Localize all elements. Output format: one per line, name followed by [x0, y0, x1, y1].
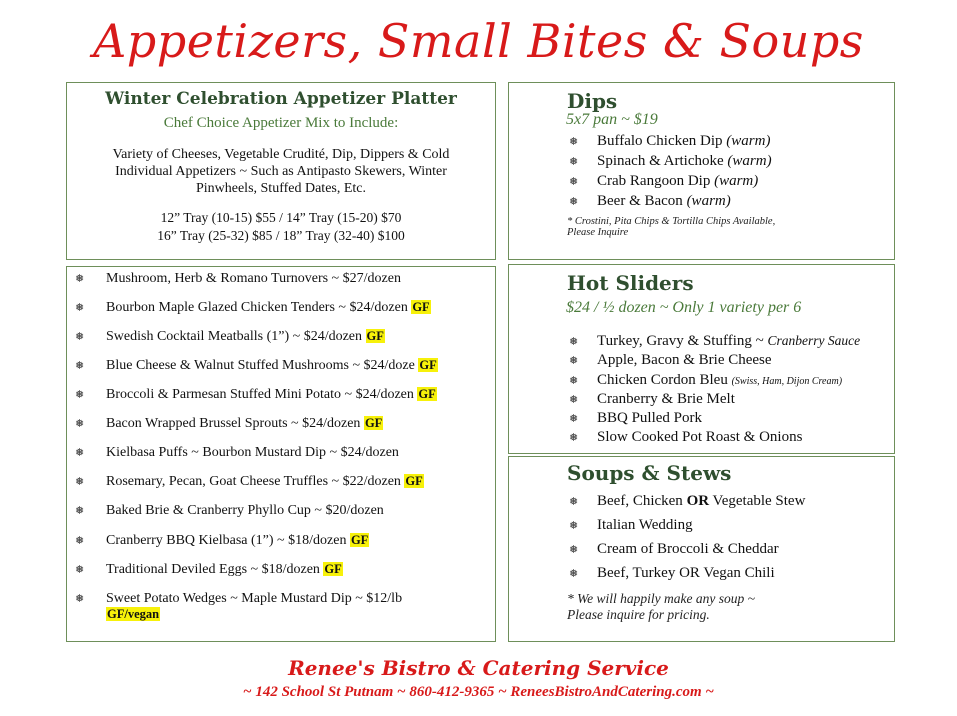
appetizer-text [106, 329, 385, 345]
soup-emphasis: OR [686, 493, 710, 509]
appetizer-text [106, 387, 437, 403]
bullet-icon: ❅ [569, 336, 579, 348]
page-title: Appetizers, Small Bites & Soups [93, 14, 864, 68]
appetizer-text [106, 416, 383, 432]
appetizer-name: Rosemary, Pecan, Goat Cheese Truffles ~ $22/dozen [106, 474, 401, 489]
soups-note-line: * We will happily make any soup ~ [567, 591, 755, 606]
dietary-badge: GF [405, 474, 423, 488]
slider-text [597, 391, 735, 408]
appetizer-name: Bourbon Maple Glazed Chicken Tenders ~ $24/dozen [106, 300, 408, 315]
soups-heading: Soups & Stews [567, 461, 732, 485]
dip-name: Beer & Bacon [597, 193, 687, 209]
bullet-icon: ❅ [75, 593, 85, 605]
soups-box [508, 456, 895, 642]
slider-text [597, 333, 860, 350]
bullet-icon: ❅ [75, 564, 85, 576]
slider-text [597, 372, 842, 389]
bullet-icon: ❅ [569, 413, 579, 425]
soup-text [597, 493, 805, 510]
soup-name: Beef, Turkey OR Vegan Chili [597, 565, 775, 581]
appetizer-text [106, 474, 424, 490]
sliders-subheading: $24 / ½ dozen ~ Only 1 variety per 6 [566, 299, 802, 316]
bullet-icon: ❅ [75, 389, 85, 401]
appetizer-name: Mushroom, Herb & Romano Turnovers ~ $27/dozen [106, 271, 401, 286]
slider-text [597, 429, 802, 446]
sliders-box [508, 264, 895, 454]
bullet-icon: ❅ [75, 447, 85, 459]
bullet-icon: ❅ [75, 535, 85, 547]
platter-subheading: Chef Choice Appetizer Mix to Include: [163, 115, 399, 131]
appetizer-text [106, 591, 402, 623]
dips-footnote-line: * Crostini, Pita Chips & Tortilla Chips Available, [567, 216, 776, 227]
bullet-icon: ❅ [75, 273, 85, 285]
appetizer-list-box [66, 266, 496, 642]
dip-name: Buffalo Chicken Dip [597, 133, 727, 149]
soups-note-line: Please inquire for pricing. [567, 607, 710, 622]
soup-text [597, 517, 693, 534]
appetizer-name: Cranberry BBQ Kielbasa (1”) ~ $18/dozen [106, 533, 347, 548]
slider-name: Turkey, Gravy & Stuffing ~ [597, 333, 768, 349]
appetizer-name: Broccoli & Parmesan Stuffed Mini Potato ~ $24/dozen [106, 387, 414, 402]
dip-name: Crab Rangoon Dip [597, 173, 715, 189]
appetizer-text [106, 271, 401, 287]
bullet-icon: ❅ [569, 432, 579, 444]
platter-price-line: 16” Tray (25-32) $85 / 18” Tray (32-40) $100 [157, 228, 405, 243]
appetizer-text [106, 503, 384, 519]
slider-name: Slow Cooked Pot Roast & Onions [597, 429, 803, 445]
dietary-badge: GF [350, 533, 369, 547]
appetizer-text [106, 300, 431, 316]
soup-name: Beef, Chicken [597, 493, 687, 509]
slider-text [597, 352, 772, 369]
slider-note: (Swiss, Ham, Dijon Cream) [731, 376, 843, 387]
bullet-icon: ❅ [569, 355, 579, 367]
slider-name: BBQ Pulled Pork [597, 410, 703, 426]
bullet-icon: ❅ [569, 520, 579, 532]
soup-name: Italian Wedding [597, 517, 693, 533]
dip-note: (warm) [686, 193, 731, 209]
bullet-icon: ❅ [75, 331, 85, 343]
bullet-icon: ❅ [75, 360, 85, 372]
appetizer-text [106, 562, 343, 578]
appetizer-name: Kielbasa Puffs ~ Bourbon Mustard Dip ~ $24/dozen [106, 445, 399, 460]
slider-note: Cranberry Sauce [767, 333, 861, 348]
dietary-badge: GF [418, 387, 436, 401]
dip-text [597, 193, 731, 210]
bullet-icon: ❅ [75, 476, 85, 488]
bullet-icon: ❅ [569, 136, 579, 148]
dip-note: (warm) [727, 153, 772, 169]
dips-box [508, 82, 895, 260]
dietary-badge: GF [419, 358, 437, 372]
dip-note: (warm) [714, 173, 759, 189]
platter-box [66, 82, 496, 260]
dietary-badge: GF [412, 300, 430, 314]
soups-note [567, 591, 755, 623]
bullet-icon: ❅ [75, 418, 85, 430]
dietary-badge: GF/vegan [107, 607, 160, 621]
appetizer-name: Baked Brie & Cranberry Phyllo Cup ~ $20/dozen [106, 503, 384, 518]
dip-text [597, 153, 772, 170]
dip-note: (warm) [726, 133, 771, 149]
contact-line: ~ 142 School St Putnam ~ 860-412-9365 ~ ReneesBistroAndCatering.com ~ [243, 684, 714, 700]
appetizer-name: Bacon Wrapped Brussel Sprouts ~ $24/dozen [106, 416, 361, 431]
platter-description: Variety of Cheeses, Vegetable Crudité, Dip, Dippers & Cold Individual Appetizers ~ Such as Antipasto Skewers, Winter Pinwheels, Stuffed Dates, Etc. [112, 147, 450, 196]
appetizer-name: Traditional Deviled Eggs ~ $18/dozen [106, 562, 320, 577]
dip-text [597, 173, 758, 190]
slider-name: Cranberry & Brie Melt [597, 391, 735, 407]
business-name: Renee's Bistro & Catering Service [288, 656, 669, 680]
bullet-icon: ❅ [569, 156, 579, 168]
dips-footnote-line: Please Inquire [567, 227, 629, 238]
soup-name-rest: Vegetable Stew [709, 493, 806, 509]
platter-heading: Winter Celebration Appetizer Platter [105, 89, 457, 109]
appetizer-text [106, 533, 369, 549]
dietary-badge: GF [324, 562, 342, 576]
appetizer-text [106, 445, 399, 461]
bullet-icon: ❅ [569, 496, 579, 508]
appetizer-name: Blue Cheese & Walnut Stuffed Mushrooms ~ $24/doze [106, 358, 415, 373]
appetizer-text [106, 358, 438, 374]
dips-footnote [567, 216, 775, 238]
bullet-icon: ❅ [569, 375, 579, 387]
bullet-icon: ❅ [569, 544, 579, 556]
dip-text [597, 133, 770, 150]
bullet-icon: ❅ [75, 302, 85, 314]
bullet-icon: ❅ [569, 394, 579, 406]
sliders-heading: Hot Sliders [567, 271, 694, 295]
platter-prices [67, 209, 495, 245]
bullet-icon: ❅ [569, 196, 579, 208]
bullet-icon: ❅ [75, 505, 85, 517]
slider-name: Apple, Bacon & Brie Cheese [597, 352, 772, 368]
slider-text [597, 410, 702, 427]
bullet-icon: ❅ [569, 176, 579, 188]
dips-subheading: 5x7 pan ~ $19 [566, 111, 658, 128]
dietary-badge: GF [366, 329, 384, 343]
dietary-badge: GF [364, 416, 383, 430]
appetizer-name: Swedish Cocktail Meatballs (1”) ~ $24/dozen [106, 329, 363, 344]
dips-heading: Dips [567, 89, 618, 113]
soup-text [597, 565, 775, 582]
soup-text [597, 541, 779, 558]
dip-name: Spinach & Artichoke [597, 153, 728, 169]
bullet-icon: ❅ [569, 568, 579, 580]
soup-name: Cream of Broccoli & Cheddar [597, 541, 779, 557]
platter-price-line: 12” Tray (10-15) $55 / 14” Tray (15-20) $70 [160, 210, 402, 225]
appetizer-name: Sweet Potato Wedges ~ Maple Mustard Dip ~ $12/lb [106, 591, 403, 606]
slider-name: Chicken Cordon Bleu [597, 372, 732, 388]
